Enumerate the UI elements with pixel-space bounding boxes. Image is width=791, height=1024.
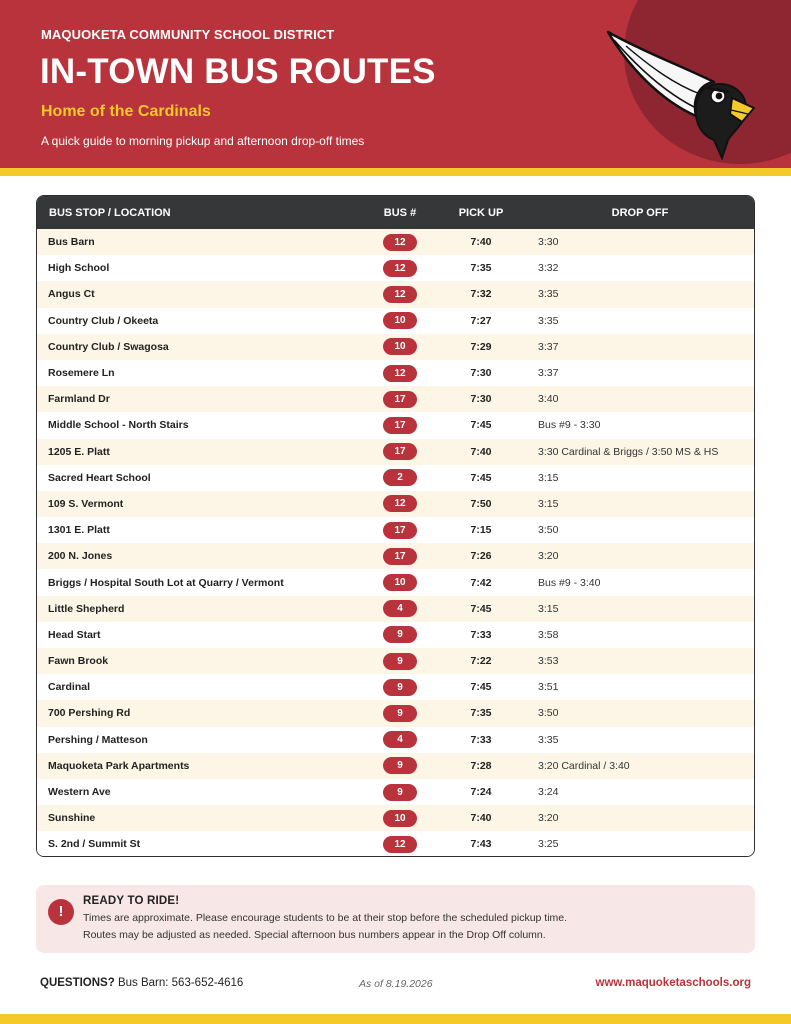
dropoff-time: 3:30 xyxy=(538,236,559,249)
dropoff-time: 3:25 xyxy=(538,838,559,851)
stop-location: Sunshine xyxy=(48,812,96,825)
table-row xyxy=(37,229,754,255)
pickup-time: 7:15 xyxy=(470,524,492,537)
bus-number-badge: 9 xyxy=(383,705,417,722)
dropoff-time: 3:37 xyxy=(538,340,559,353)
table-row xyxy=(37,465,754,491)
dropoff-time: 3:20 Cardinal / 3:40 xyxy=(538,759,630,772)
dropoff-time: 3:50 xyxy=(538,524,559,537)
stop-location: Middle School - North Stairs xyxy=(48,419,189,432)
pickup-time: 7:28 xyxy=(470,759,492,772)
stop-location: 1205 E. Platt xyxy=(48,445,110,458)
table-row xyxy=(37,727,754,753)
dropoff-time: 3:50 xyxy=(538,707,559,720)
bus-number-badge: 2 xyxy=(383,469,417,486)
table-row xyxy=(37,622,754,648)
stop-location: Cardinal xyxy=(48,681,91,694)
bus-number-cell xyxy=(364,260,436,277)
bus-number-cell xyxy=(364,757,436,774)
bus-number-cell xyxy=(364,784,436,801)
page-tagline: A quick guide to morning pickup and afternoon drop-off times xyxy=(41,134,365,148)
table-row xyxy=(37,805,754,831)
pickup-time: 7:27 xyxy=(470,314,492,327)
notice-text-line-1: Times are approximate. Please encourage students to be at their stop before the scheduled pickup time. xyxy=(83,912,568,924)
stop-location: Fawn Brook xyxy=(48,655,109,668)
pickup-time: 7:24 xyxy=(470,786,492,799)
pickup-time: 7:45 xyxy=(470,471,492,484)
website-link[interactable]: www.maquoketaschools.org xyxy=(595,977,751,989)
ready-to-ride-notice xyxy=(36,885,755,953)
bus-number-badge: 17 xyxy=(383,417,417,434)
stop-location: 1301 E. Platt xyxy=(48,524,110,537)
table-row xyxy=(37,517,754,543)
dropoff-time: 3:35 xyxy=(538,733,559,746)
bus-number-cell xyxy=(364,548,436,565)
dropoff-time: 3:20 xyxy=(538,550,559,563)
dropoff-time: 3:30 Cardinal & Briggs / 3:50 MS & HS xyxy=(538,445,719,458)
bus-number-cell xyxy=(364,234,436,251)
exclamation-icon: ! xyxy=(48,899,74,925)
bus-number-cell xyxy=(364,365,436,382)
page-header xyxy=(0,0,791,168)
table-row xyxy=(37,439,754,465)
pickup-time: 7:33 xyxy=(470,628,492,641)
table-row xyxy=(37,386,754,412)
bus-number-cell xyxy=(364,469,436,486)
column-header-drop-off: DROP OFF xyxy=(611,206,669,219)
stop-location: 200 N. Jones xyxy=(48,550,113,563)
table-row xyxy=(37,360,754,386)
table-row xyxy=(37,569,754,595)
notice-title: READY TO RIDE! xyxy=(83,895,180,907)
table-row xyxy=(37,334,754,360)
dropoff-time: 3:58 xyxy=(538,628,559,641)
table-row xyxy=(37,255,754,281)
bus-number-cell xyxy=(364,626,436,643)
stop-location: Country Club / Swagosa xyxy=(48,340,169,353)
stop-location: Farmland Dr xyxy=(48,393,110,406)
bus-number-badge: 9 xyxy=(383,653,417,670)
table-body xyxy=(37,229,754,857)
bus-number-badge: 12 xyxy=(383,836,417,853)
pickup-time: 7:50 xyxy=(470,497,492,510)
district-name: MAQUOKETA COMMUNITY SCHOOL DISTRICT xyxy=(41,27,335,42)
dropoff-time: 3:15 xyxy=(538,602,559,615)
pickup-time: 7:29 xyxy=(470,340,492,353)
pickup-time: 7:33 xyxy=(470,733,492,746)
pickup-time: 7:22 xyxy=(470,655,492,668)
dropoff-time: 3:35 xyxy=(538,314,559,327)
bus-number-cell xyxy=(364,417,436,434)
bus-number-cell xyxy=(364,679,436,696)
bus-number-cell xyxy=(364,653,436,670)
bus-number-cell xyxy=(364,705,436,722)
dropoff-time: 3:40 xyxy=(538,393,559,406)
bus-number-badge: 17 xyxy=(383,522,417,539)
bus-number-badge: 9 xyxy=(383,784,417,801)
footer-contact xyxy=(40,977,243,989)
dropoff-time: Bus #9 - 3:30 xyxy=(538,419,601,432)
header-gold-stripe xyxy=(0,168,791,176)
page-subtitle: Home of the Cardinals xyxy=(41,103,211,120)
bus-number-badge: 12 xyxy=(383,286,417,303)
pickup-time: 7:35 xyxy=(470,262,492,275)
bus-number-badge: 12 xyxy=(383,260,417,277)
table-row xyxy=(37,412,754,438)
bus-number-badge: 12 xyxy=(383,495,417,512)
bus-number-cell xyxy=(364,338,436,355)
pickup-time: 7:45 xyxy=(470,602,492,615)
stop-location: 109 S. Vermont xyxy=(48,497,124,510)
table-row xyxy=(37,648,754,674)
bus-number-cell xyxy=(364,836,436,853)
pickup-time: 7:30 xyxy=(470,393,492,406)
bus-number-cell xyxy=(364,495,436,512)
dropoff-time: 3:20 xyxy=(538,812,559,825)
pickup-time: 7:35 xyxy=(470,707,492,720)
cardinal-bird-icon xyxy=(604,28,759,160)
stop-location: Country Club / Okeeta xyxy=(48,314,159,327)
bus-number-cell xyxy=(364,312,436,329)
dropoff-time: 3:24 xyxy=(538,786,559,799)
table-row xyxy=(37,281,754,307)
stop-location: Sacred Heart School xyxy=(48,471,151,484)
dropoff-time: 3:51 xyxy=(538,681,559,694)
dropoff-time: 3:15 xyxy=(538,497,559,510)
bus-number-cell xyxy=(364,600,436,617)
table-row xyxy=(37,831,754,857)
bus-number-badge: 10 xyxy=(383,338,417,355)
bus-number-badge: 4 xyxy=(383,600,417,617)
stop-location: Little Shepherd xyxy=(48,602,125,615)
table-row xyxy=(37,700,754,726)
page-title: IN-TOWN BUS ROUTES xyxy=(40,52,436,91)
pickup-time: 7:40 xyxy=(470,812,492,825)
bus-barn-phone[interactable]: Bus Barn: 563-652-4616 xyxy=(117,977,244,989)
pickup-time: 7:45 xyxy=(470,419,492,432)
bus-number-cell xyxy=(364,391,436,408)
notice-text-line-2: Routes may be adjusted as needed. Special afternoon bus numbers appear in the Drop Off column. xyxy=(83,929,546,941)
dropoff-time: Bus #9 - 3:40 xyxy=(538,576,601,589)
table-row xyxy=(37,543,754,569)
table-row xyxy=(37,491,754,517)
dropoff-time: 3:35 xyxy=(538,288,559,301)
pickup-time: 7:40 xyxy=(470,236,492,249)
pickup-time: 7:43 xyxy=(470,838,492,851)
stop-location: Bus Barn xyxy=(48,236,95,249)
bus-number-badge: 9 xyxy=(383,626,417,643)
bus-number-badge: 17 xyxy=(383,548,417,565)
table-row xyxy=(37,308,754,334)
footer-gold-stripe xyxy=(0,1014,791,1024)
pickup-time: 7:32 xyxy=(470,288,492,301)
stop-location: Briggs / Hospital South Lot at Quarry / Vermont xyxy=(48,576,284,589)
column-header-location: BUS STOP / LOCATION xyxy=(49,206,171,219)
stop-location: High School xyxy=(48,262,110,275)
dropoff-time: 3:32 xyxy=(538,262,559,275)
stop-location: Rosemere Ln xyxy=(48,367,115,380)
table-row xyxy=(37,674,754,700)
pickup-time: 7:26 xyxy=(470,550,492,563)
column-header-pick-up: PICK UP xyxy=(458,206,504,219)
bus-number-badge: 10 xyxy=(383,574,417,591)
pickup-time: 7:42 xyxy=(470,576,492,589)
stop-location: S. 2nd / Summit St xyxy=(48,838,141,851)
stop-location: Angus Ct xyxy=(48,288,95,301)
dropoff-time: 3:37 xyxy=(538,367,559,380)
pickup-time: 7:40 xyxy=(470,445,492,458)
bus-number-cell xyxy=(364,443,436,460)
bus-number-badge: 10 xyxy=(383,810,417,827)
column-header-bus-number: BUS # xyxy=(383,206,417,219)
bus-number-badge: 4 xyxy=(383,731,417,748)
table-header-row xyxy=(37,196,754,229)
dropoff-time: 3:15 xyxy=(538,471,559,484)
bus-number-badge: 10 xyxy=(383,312,417,329)
table-row xyxy=(37,779,754,805)
stop-location: Pershing / Matteson xyxy=(48,733,148,746)
pickup-time: 7:30 xyxy=(470,367,492,380)
bus-number-badge: 12 xyxy=(383,365,417,382)
bus-number-cell xyxy=(364,810,436,827)
dropoff-time: 3:53 xyxy=(538,655,559,668)
stop-location: Head Start xyxy=(48,628,101,641)
bus-number-badge: 12 xyxy=(383,234,417,251)
questions-label: QUESTIONS? xyxy=(40,977,115,989)
bus-number-badge: 9 xyxy=(383,757,417,774)
table-row xyxy=(37,753,754,779)
as-of-date: As of 8.19.2026 xyxy=(359,978,433,990)
bus-number-cell xyxy=(364,522,436,539)
pickup-time: 7:45 xyxy=(470,681,492,694)
bus-routes-table xyxy=(36,195,755,857)
stop-location: Western Ave xyxy=(48,786,111,799)
bus-number-cell xyxy=(364,286,436,303)
table-row xyxy=(37,596,754,622)
bus-number-cell xyxy=(364,574,436,591)
stop-location: 700 Pershing Rd xyxy=(48,707,131,720)
bus-number-badge: 17 xyxy=(383,443,417,460)
bus-number-cell xyxy=(364,731,436,748)
stop-location: Maquoketa Park Apartments xyxy=(48,759,190,772)
bus-number-badge: 9 xyxy=(383,679,417,696)
bus-number-badge: 17 xyxy=(383,391,417,408)
